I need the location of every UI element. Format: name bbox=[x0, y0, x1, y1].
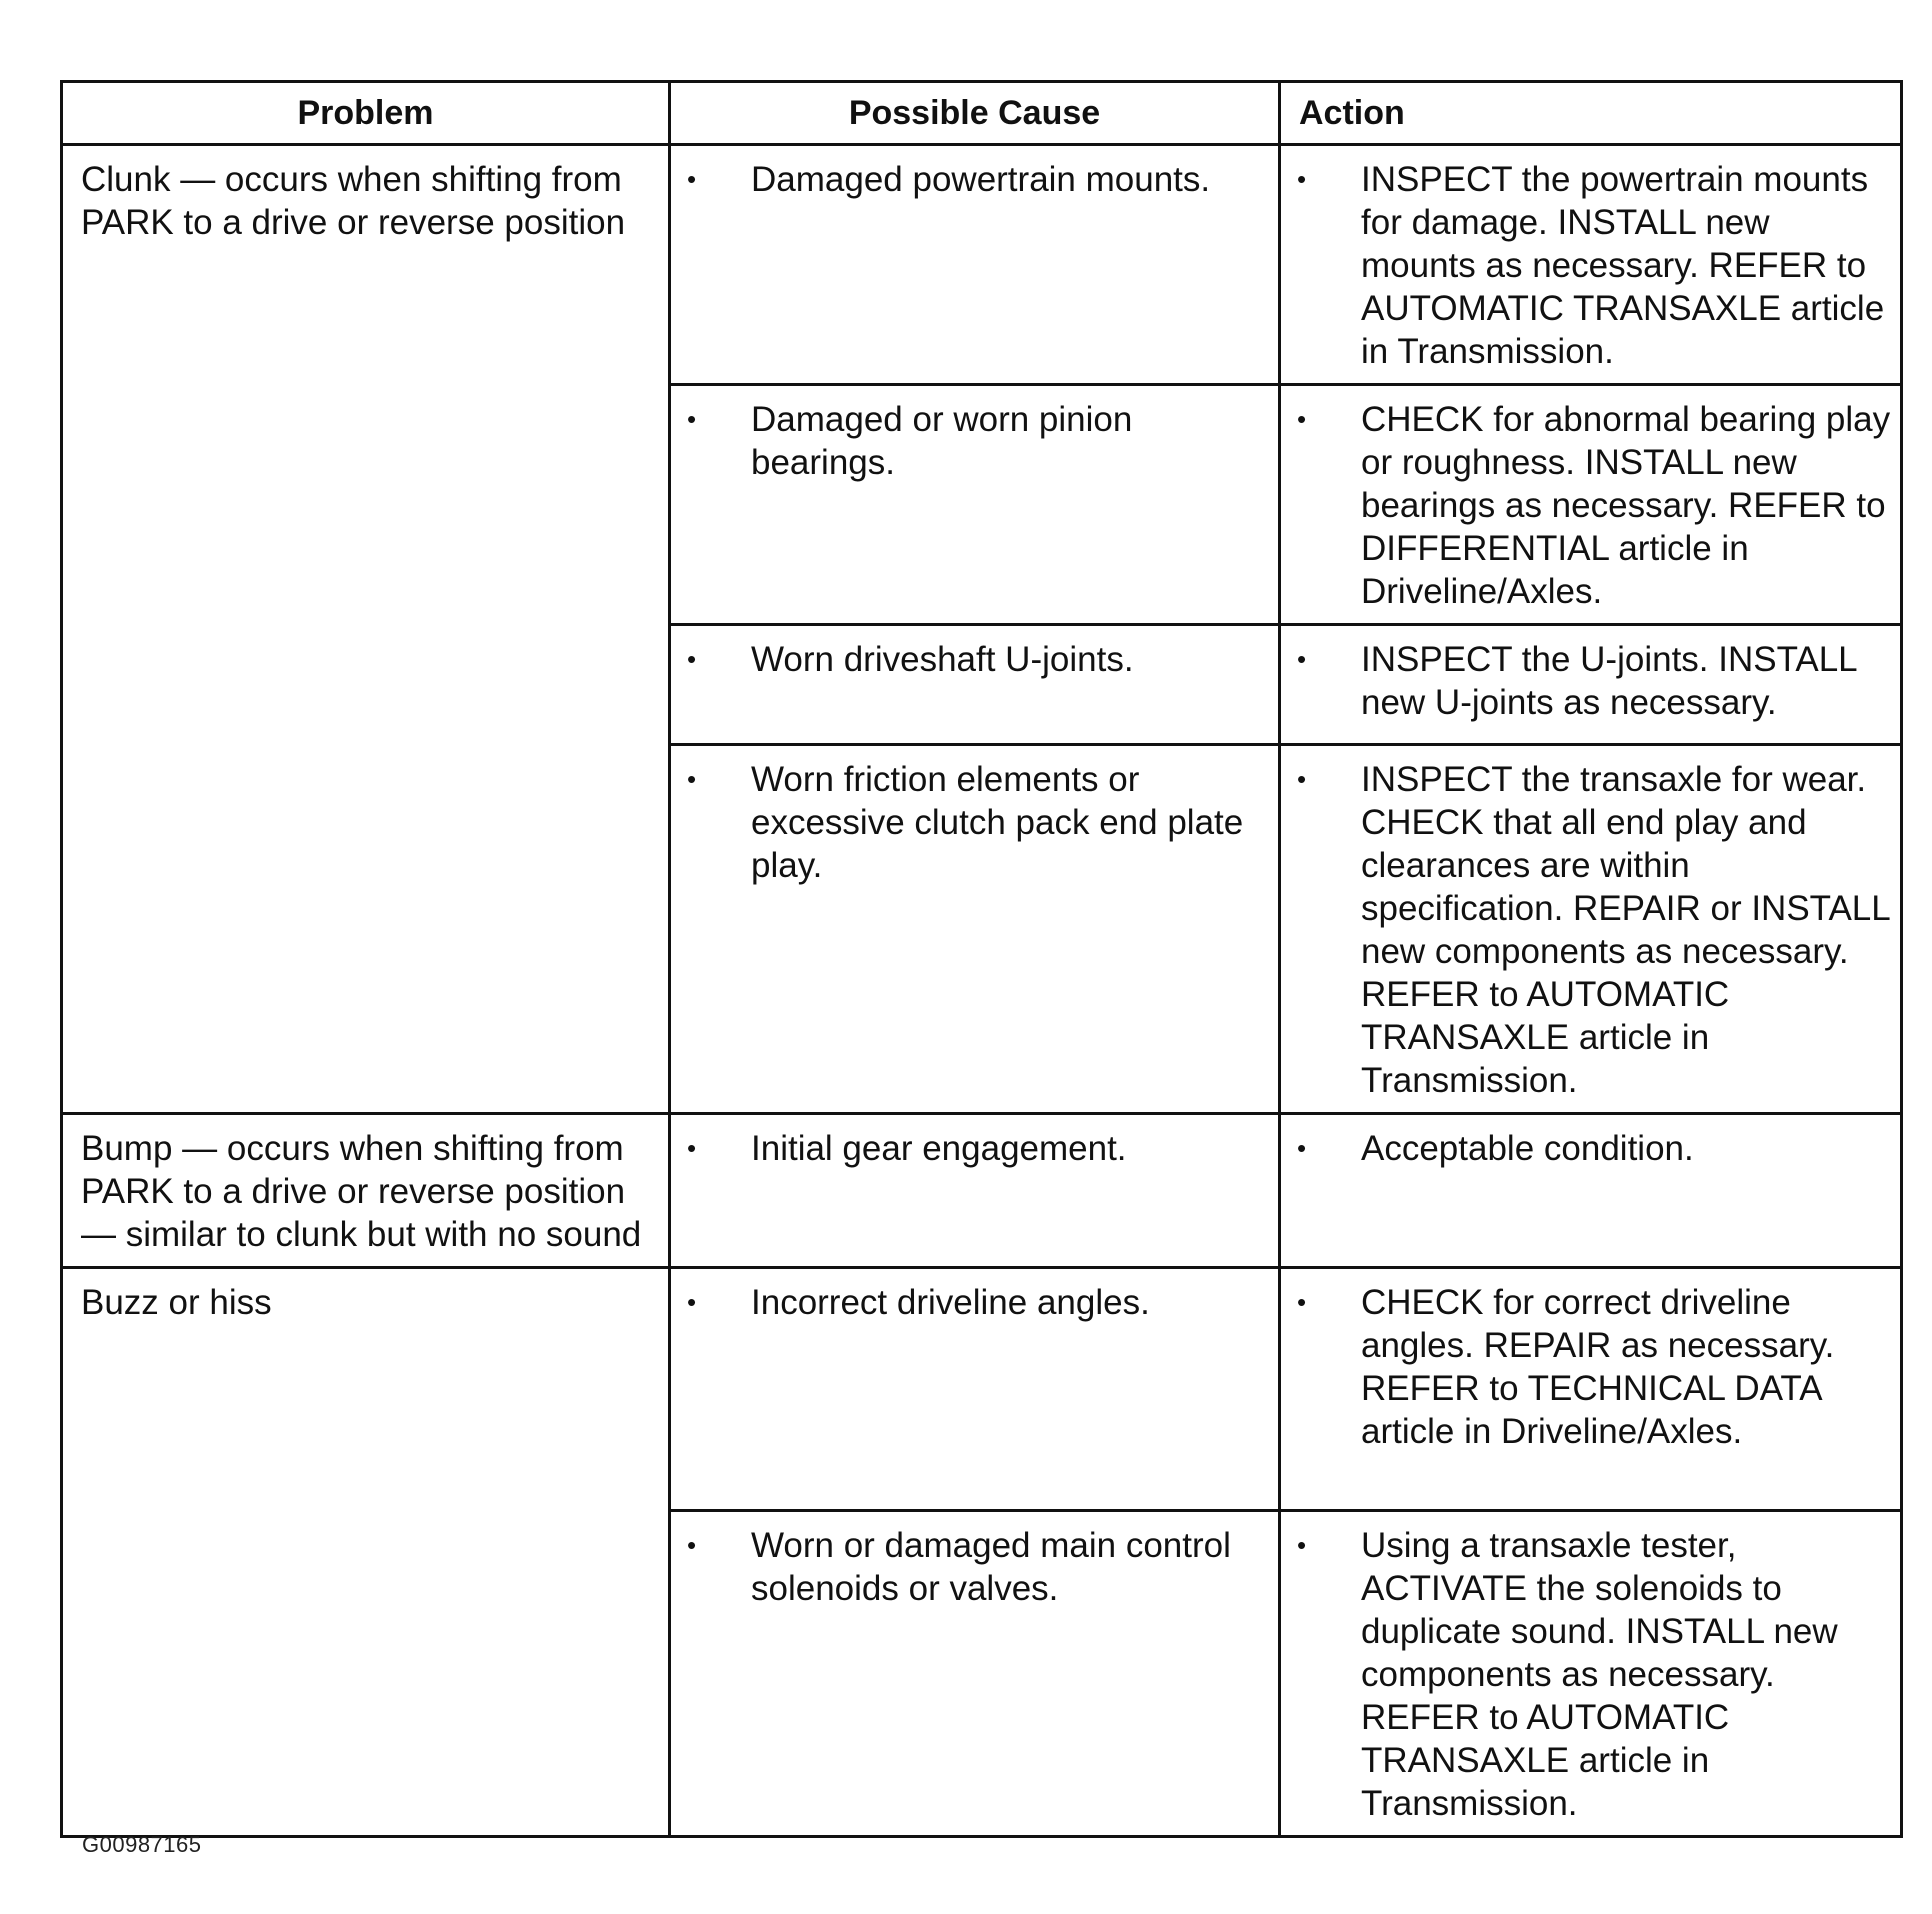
action-text: Using a transaxle tester, ACTIVATE the solenoids to duplicate sound. INSTALL new components as necessary. REFER to AUTOMATIC TRANSAXLE article in Transmission. bbox=[1361, 1526, 1838, 1823]
bullet-icon: • bbox=[687, 1133, 697, 1163]
cause-cell bbox=[670, 1511, 1280, 1837]
bullet-icon: • bbox=[1297, 404, 1307, 434]
problem-cell-clunk: Clunk — occurs when shifting from PARK to a drive or reverse position bbox=[62, 145, 670, 1114]
problem-cell-buzz: Buzz or hiss bbox=[62, 1268, 670, 1837]
header-problem: Problem bbox=[62, 82, 670, 145]
cause-cell bbox=[670, 145, 1280, 385]
bullet-icon: • bbox=[1297, 764, 1307, 794]
cause-text: Damaged or worn pinion bearings. bbox=[751, 400, 1133, 482]
header-action: Action bbox=[1280, 82, 1902, 145]
action-text: INSPECT the U-joints. INSTALL new U-joints as necessary. bbox=[1361, 640, 1857, 722]
cause-text: Worn or damaged main control solenoids or valves. bbox=[751, 1526, 1231, 1608]
bullet-icon: • bbox=[687, 1287, 697, 1317]
diagnosis-table bbox=[60, 80, 1903, 1838]
problem-cell-bump: Bump — occurs when shifting from PARK to a drive or reverse position — similar to clunk but with no sound bbox=[62, 1114, 670, 1268]
cause-text: Incorrect driveline angles. bbox=[751, 1283, 1150, 1322]
table-row bbox=[62, 1268, 1902, 1511]
action-text: INSPECT the powertrain mounts for damage. INSTALL new mounts as necessary. REFER to AUTOMATIC TRANSAXLE article in Transmission. bbox=[1361, 160, 1885, 371]
cause-text: Damaged powertrain mounts. bbox=[751, 160, 1211, 199]
cause-text: Worn friction elements or excessive clutch pack end plate play. bbox=[751, 760, 1244, 885]
action-cell bbox=[1280, 145, 1902, 385]
cause-cell bbox=[670, 625, 1280, 745]
bullet-icon: • bbox=[687, 1530, 697, 1560]
header-possible-cause: Possible Cause bbox=[670, 82, 1280, 145]
cause-cell bbox=[670, 745, 1280, 1114]
bullet-icon: • bbox=[1297, 1133, 1307, 1163]
cause-cell bbox=[670, 385, 1280, 625]
header-row bbox=[62, 82, 1902, 145]
cause-cell bbox=[670, 1268, 1280, 1511]
table-row bbox=[62, 145, 1902, 385]
action-text: CHECK for correct driveline angles. REPAIR as necessary. REFER to TECHNICAL DATA article in Driveline/Axles. bbox=[1361, 1283, 1835, 1451]
action-cell bbox=[1280, 385, 1902, 625]
cause-text: Initial gear engagement. bbox=[751, 1129, 1127, 1168]
table-row bbox=[62, 1114, 1902, 1268]
bullet-icon: • bbox=[687, 644, 697, 674]
action-cell bbox=[1280, 745, 1902, 1114]
action-text: INSPECT the transaxle for wear. CHECK that all end play and clearances are within specification. REPAIR or INSTALL new components as necessary. REFER to AUTOMATIC TRANSAXLE article in Transmission. bbox=[1361, 760, 1890, 1100]
action-cell bbox=[1280, 1268, 1902, 1511]
bullet-icon: • bbox=[1297, 644, 1307, 674]
action-text: Acceptable condition. bbox=[1361, 1129, 1694, 1168]
bullet-icon: • bbox=[687, 764, 697, 794]
bullet-icon: • bbox=[1297, 1530, 1307, 1560]
cause-cell bbox=[670, 1114, 1280, 1268]
cause-text: Worn driveshaft U-joints. bbox=[751, 640, 1134, 679]
action-text: CHECK for abnormal bearing play or roughness. INSTALL new bearings as necessary. REFER to DIFFERENTIAL article in Driveline/Axles. bbox=[1361, 400, 1891, 611]
bullet-icon: • bbox=[687, 164, 697, 194]
bullet-icon: • bbox=[687, 404, 697, 434]
action-cell bbox=[1280, 1511, 1902, 1837]
action-cell bbox=[1280, 625, 1902, 745]
bullet-icon: • bbox=[1297, 164, 1307, 194]
figure-id-label: G00987165 bbox=[82, 1832, 202, 1857]
bullet-icon: • bbox=[1297, 1287, 1307, 1317]
action-cell bbox=[1280, 1114, 1902, 1268]
